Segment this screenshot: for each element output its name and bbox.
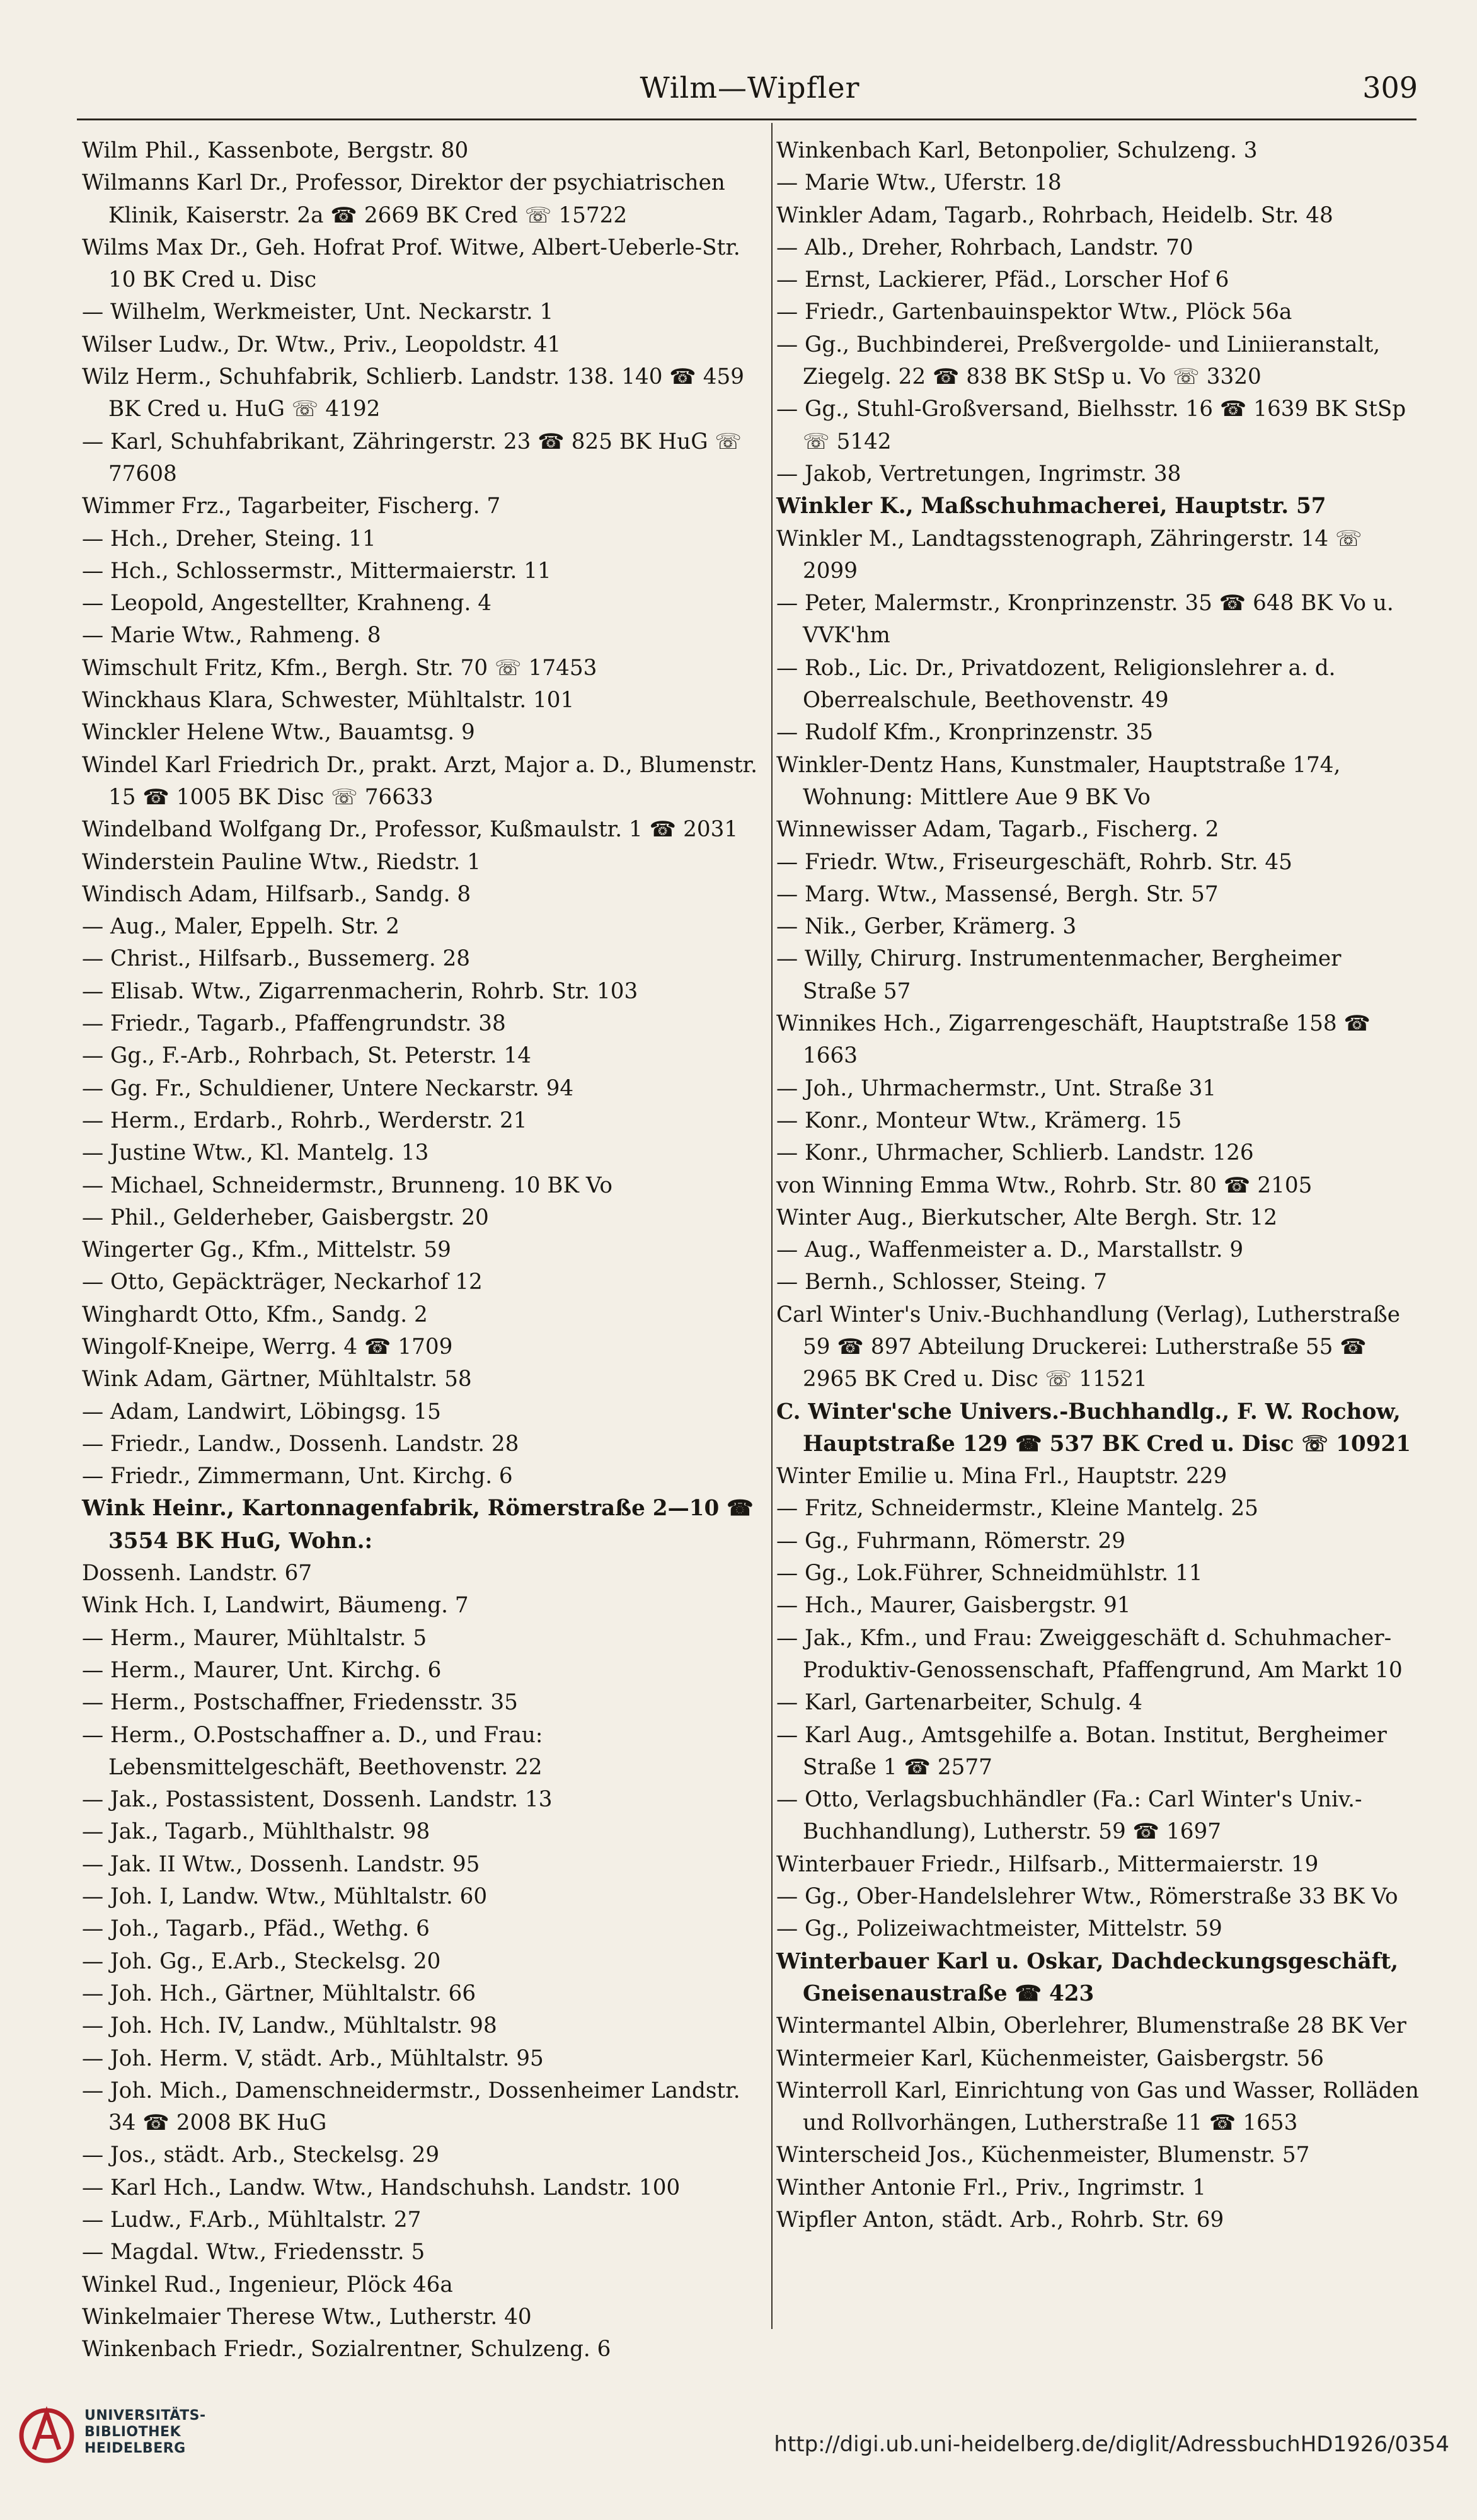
left-directory-entry: Winderstein Pauline Wtw., Riedstr. 1	[82, 849, 481, 875]
logo-line-2: BIBLIOTHEK	[84, 2424, 181, 2440]
library-seal-icon	[15, 2399, 78, 2475]
left-directory-entry: — Joh., Tagarb., Pfäd., Wethg. 6	[82, 1916, 430, 1942]
left-directory-entry: — Jak., Tagarb., Mühlthalstr. 98	[82, 1819, 430, 1845]
left-directory-entry: Winckhaus Klara, Schwester, Mühltalstr. 101	[82, 688, 575, 714]
library-name	[84, 2408, 206, 2457]
right-directory-entry: Winkenbach Karl, Betonpolier, Schulzeng. 3	[776, 138, 1258, 163]
left-directory-entry: — Ludw., F.Arb., Mühltalstr. 27	[82, 2207, 422, 2233]
left-directory-entry: Wink Hch. I, Landwirt, Bäumeng. 7	[82, 1593, 469, 1619]
page-number: 309	[1362, 71, 1418, 105]
footer	[0, 2389, 1477, 2520]
left-directory-entry: — Friedr., Landw., Dossenh. Landstr. 28	[82, 1431, 519, 1457]
left-directory-entry: — Joh. Hch., Gärtner, Mühltalstr. 66	[82, 1980, 476, 2006]
running-title: Wilm—Wipfler	[640, 71, 860, 105]
right-directory-entry: Winkler Adam, Tagarb., Rohrbach, Heidelb. Str. 48	[776, 202, 1333, 228]
left-directory-entry: — Adam, Landwirt, Löbingsg. 15	[82, 1399, 441, 1425]
left-directory-entry: Windel Karl Friedrich Dr., prakt. Arzt, Major a. D., Blumenstr. 15 ☎ 1005 BK Disc ☏ 76633	[82, 752, 757, 810]
right-directory-entry: — Gg., Buchbinderei, Preßvergolde- und Liniieranstalt, Ziegelg. 22 ☎ 838 BK StSp u. Vo ☏ 3320	[776, 332, 1381, 390]
right-directory-entry: — Aug., Waffenmeister a. D., Marstallstr. 9	[776, 1237, 1244, 1263]
left-directory-entry: Winckler Helene Wtw., Bauamtsg. 9	[82, 720, 475, 746]
right-directory-entry: — Hch., Maurer, Gaisbergstr. 91	[776, 1593, 1131, 1619]
left-directory-entry: Wimschult Fritz, Kfm., Bergh. Str. 70 ☏ 17453	[82, 655, 597, 681]
right-directory-entry: — Friedr., Gartenbauinspektor Wtw., Plöck 56a	[776, 299, 1292, 325]
source-url-link[interactable]: http://digi.ub.uni-heidelberg.de/diglit/AdressbuchHD1926/0354	[774, 2432, 1449, 2457]
left-directory-entry: Wingerter Gg., Kfm., Mittelstr. 59	[82, 1237, 451, 1263]
left-directory-entry: Winghardt Otto, Kfm., Sandg. 2	[82, 1302, 428, 1327]
left-directory-entry: Wimmer Frz., Tagarbeiter, Fischerg. 7	[82, 494, 501, 519]
left-directory-entry: — Friedr., Zimmermann, Unt. Kirchg. 6	[82, 1464, 513, 1489]
left-directory-entry: Winkenbach Friedr., Sozialrentner, Schulzeng. 6	[82, 2337, 611, 2362]
right-directory-entry: C. Winter'sche Univers.-Buchhandlg., F. W. Rochow, Hauptstraße 129 ☎ 537 BK Cred u. Disc ☏ 10921	[776, 1399, 1411, 1457]
right-directory-entry: Winterbauer Friedr., Hilfsarb., Mittermaierstr. 19	[776, 1851, 1319, 1877]
left-directory-entry: — Herm., Maurer, Unt. Kirchg. 6	[82, 1657, 442, 1683]
right-directory-entry: Winter Emilie u. Mina Frl., Hauptstr. 229	[776, 1464, 1227, 1489]
right-directory-entry: — Karl Aug., Amtsgehilfe a. Botan. Institut, Bergheimer Straße 1 ☎ 2577	[776, 1722, 1387, 1780]
right-directory-entry: — Marg. Wtw., Massensé, Bergh. Str. 57	[776, 881, 1219, 907]
left-directory-entry: — Karl, Schuhfabrikant, Zähringerstr. 23 ☎ 825 BK HuG ☏ 77608	[82, 429, 742, 487]
right-directory-entry: — Bernh., Schlosser, Steing. 7	[776, 1269, 1107, 1295]
right-directory-entry: Wintermantel Albin, Oberlehrer, Blumenstraße 28 BK Ver	[776, 2013, 1406, 2039]
left-directory-entry: Windelband Wolfgang Dr., Professor, Kußmaulstr. 1 ☎ 2031	[82, 817, 738, 843]
left-directory-entry: — Joh. Mich., Damenschneidermstr., Dossenheimer Landstr. 34 ☎ 2008 BK HuG	[82, 2078, 740, 2136]
column-divider	[771, 123, 773, 2329]
right-directory-entry: — Gg., Ober-Handelslehrer Wtw., Römerstraße 33 BK Vo	[776, 1884, 1398, 1910]
left-directory-entry: — Jak., Postassistent, Dossenh. Landstr. 13	[82, 1787, 553, 1813]
right-directory-entry: — Gg., Stuhl-Großversand, Bielhsstr. 16 ☎ 1639 BK StSp ☏ 5142	[776, 396, 1406, 454]
left-directory-entry: — Phil., Gelderheber, Gaisbergstr. 20	[82, 1205, 489, 1230]
right-directory-entry: — Ernst, Lackierer, Pfäd., Lorscher Hof 6	[776, 267, 1229, 293]
left-directory-entry: — Michael, Schneidermstr., Brunneng. 10 BK Vo	[82, 1172, 612, 1198]
right-directory-entry: — Rudolf Kfm., Kronprinzenstr. 35	[776, 720, 1153, 746]
left-directory-entry: — Gg., F.-Arb., Rohrbach, St. Peterstr. 14	[82, 1043, 532, 1069]
left-directory-entry: — Leopold, Angestellter, Krahneng. 4	[82, 591, 492, 616]
right-directory-entry: — Peter, Malermstr., Kronprinzenstr. 35 ☎ 648 BK Vo u. VVK'hm	[776, 591, 1394, 649]
right-directory-entry: — Friedr. Wtw., Friseurgeschäft, Rohrb. Str. 45	[776, 849, 1292, 875]
right-directory-entry: — Karl, Gartenarbeiter, Schulg. 4	[776, 1690, 1142, 1716]
right-directory-entry: von Winning Emma Wtw., Rohrb. Str. 80 ☎ 2105	[776, 1172, 1313, 1198]
left-directory-entry: — Joh. Gg., E.Arb., Steckelsg. 20	[82, 1948, 441, 1974]
left-directory-entry: — Joh. Hch. IV, Landw., Mühltalstr. 98	[82, 2013, 497, 2039]
left-directory-entry: — Joh. Herm. V, städt. Arb., Mühltalstr. 95	[82, 2045, 544, 2071]
left-directory-entry: — Wilhelm, Werkmeister, Unt. Neckarstr. 1	[82, 299, 554, 325]
header-rule	[77, 118, 1417, 120]
right-directory-entry: Winkler-Dentz Hans, Kunstmaler, Hauptstraße 174, Wohnung: Mittlere Aue 9 BK Vo	[776, 752, 1341, 810]
right-directory-entry: — Rob., Lic. Dr., Privatdozent, Religionslehrer a. d. Oberrealschule, Beethovenstr. 49	[776, 655, 1336, 714]
right-directory-entry: Winter Aug., Bierkutscher, Alte Bergh. Str. 12	[776, 1205, 1278, 1230]
right-directory-entry: — Gg., Fuhrmann, Römerstr. 29	[776, 1528, 1125, 1554]
left-directory-entry: Wingolf-Kneipe, Werrg. 4 ☎ 1709	[82, 1334, 453, 1360]
left-directory-entry: Wilz Herm., Schuhfabrik, Schlierb. Landstr. 138. 140 ☎ 459 BK Cred u. HuG ☏ 4192	[82, 364, 745, 422]
left-directory-entry: — Otto, Gepäckträger, Neckarhof 12	[82, 1269, 483, 1295]
left-directory-entry: — Justine Wtw., Kl. Mantelg. 13	[82, 1140, 429, 1166]
left-directory-entry: Winkelmaier Therese Wtw., Lutherstr. 40	[82, 2304, 532, 2330]
right-directory-entry: Winkler K., Maßschuhmacherei, Hauptstr. 57	[776, 494, 1326, 519]
right-directory-entry: — Marie Wtw., Uferstr. 18	[776, 170, 1062, 196]
right-directory-entry: Winnikes Hch., Zigarrengeschäft, Hauptstraße 158 ☎ 1663	[776, 1011, 1371, 1069]
left-directory-entry: Dossenh. Landstr. 67	[82, 1561, 313, 1587]
left-directory-entry: — Jos., städt. Arb., Steckelsg. 29	[82, 2142, 440, 2168]
page-header	[82, 66, 1418, 116]
right-directory-entry: Winnewisser Adam, Tagarb., Fischerg. 2	[776, 817, 1219, 843]
right-directory-entry: — Gg., Lok.Führer, Schneidmühlstr. 11	[776, 1561, 1203, 1587]
right-column	[776, 135, 1419, 2236]
right-directory-entry: — Willy, Chirurg. Instrumentenmacher, Bergheimer Straße 57	[776, 946, 1342, 1004]
right-directory-entry: Winkler M., Landtagsstenograph, Zähringerstr. 14 ☏ 2099	[776, 526, 1362, 584]
right-directory-entry: Winther Antonie Frl., Priv., Ingrimstr. 1	[776, 2175, 1206, 2200]
left-directory-entry: Wink Adam, Gärtner, Mühltalstr. 58	[82, 1367, 472, 1392]
left-directory-entry: — Elisab. Wtw., Zigarrenmacherin, Rohrb. Str. 103	[82, 978, 638, 1004]
library-logo[interactable]	[15, 2399, 204, 2487]
left-directory-entry: — Herm., Maurer, Mühltalstr. 5	[82, 1625, 427, 1651]
left-directory-entry: — Karl Hch., Landw. Wtw., Handschuhsh. Landstr. 100	[82, 2175, 681, 2200]
left-directory-entry: Windisch Adam, Hilfsarb., Sandg. 8	[82, 881, 471, 907]
right-directory-entry: Winterbauer Karl u. Oskar, Dachdeckungsgeschäft, Gneisenaustraße ☎ 423	[776, 1948, 1399, 2006]
right-directory-entry: — Nik., Gerber, Krämerg. 3	[776, 914, 1077, 940]
left-directory-entry: — Herm., Postschaffner, Friedensstr. 35	[82, 1690, 518, 1716]
right-directory-entry: Winterscheid Jos., Küchenmeister, Blumenstr. 57	[776, 2142, 1310, 2168]
left-directory-entry: — Gg. Fr., Schuldiener, Untere Neckarstr. 94	[82, 1075, 574, 1101]
left-directory-entry: Winkel Rud., Ingenieur, Plöck 46a	[82, 2272, 453, 2297]
right-directory-entry: Carl Winter's Univ.-Buchhandlung (Verlag), Lutherstraße 59 ☎ 897 Abteilung Druckerei: Lutherstraße 55 ☎ 2965 BK Cred u. Disc ☏ 11521	[776, 1302, 1400, 1392]
right-directory-entry: — Gg., Polizeiwachtmeister, Mittelstr. 59	[776, 1916, 1222, 1942]
left-directory-entry: — Hch., Schlossermstr., Mittermaierstr. 11	[82, 558, 551, 584]
left-directory-entry: — Magdal. Wtw., Friedensstr. 5	[82, 2240, 425, 2265]
right-directory-entry: — Konr., Uhrmacher, Schlierb. Landstr. 126	[776, 1140, 1254, 1166]
left-directory-entry: Wilm Phil., Kassenbote, Bergstr. 80	[82, 138, 469, 163]
logo-line-1: UNIVERSITÄTS-	[84, 2408, 206, 2424]
left-directory-entry: Wilmanns Karl Dr., Professor, Direktor der psychiatrischen Klinik, Kaiserstr. 2a ☎ 2669 BK Cred ☏ 15722	[82, 170, 725, 228]
left-directory-entry: — Hch., Dreher, Steing. 11	[82, 526, 376, 552]
left-directory-entry: — Christ., Hilfsarb., Bussemerg. 28	[82, 946, 471, 972]
left-directory-entry: — Jak. II Wtw., Dossenh. Landstr. 95	[82, 1851, 480, 1877]
right-directory-entry: — Jakob, Vertretungen, Ingrimstr. 38	[776, 461, 1181, 487]
right-directory-entry: — Fritz, Schneidermstr., Kleine Mantelg. 25	[776, 1496, 1258, 1522]
right-directory-entry: Wintermeier Karl, Küchenmeister, Gaisbergstr. 56	[776, 2045, 1325, 2071]
left-directory-entry: — Herm., O.Postschaffner a. D., und Frau: Lebensmittelgeschäft, Beethovenstr. 22	[82, 1722, 543, 1780]
left-directory-entry: — Herm., Erdarb., Rohrb., Werderstr. 21	[82, 1107, 527, 1133]
left-directory-entry: — Aug., Maler, Eppelh. Str. 2	[82, 914, 399, 940]
right-directory-entry: — Otto, Verlagsbuchhändler (Fa.: Carl Winter's Univ.-Buchhandlung), Lutherstr. 59 ☎ 1697	[776, 1787, 1362, 1845]
left-directory-entry: — Friedr., Tagarb., Pfaffengrundstr. 38	[82, 1011, 506, 1037]
logo-line-3: HEIDELBERG	[84, 2441, 186, 2456]
right-directory-entry: — Joh., Uhrmachermstr., Unt. Straße 31	[776, 1075, 1217, 1101]
left-directory-entry: Wilser Ludw., Dr. Wtw., Priv., Leopoldstr. 41	[82, 332, 561, 357]
right-directory-entry: Winterroll Karl, Einrichtung von Gas und Wasser, Rolläden und Rollvorhängen, Lutherstraße 11 ☎ 1653	[776, 2078, 1419, 2136]
left-directory-entry: — Marie Wtw., Rahmeng. 8	[82, 623, 381, 649]
right-directory-entry: Wipfler Anton, städt. Arb., Rohrb. Str. 69	[776, 2207, 1224, 2233]
left-directory-entry: — Joh. I, Landw. Wtw., Mühltalstr. 60	[82, 1884, 488, 1910]
right-directory-entry: — Jak., Kfm., und Frau: Zweiggeschäft d. Schuhmacher-Produktiv-Genossenschaft, Pfaffengrund, Am Markt 10	[776, 1625, 1403, 1683]
left-directory-entry: Wilms Max Dr., Geh. Hofrat Prof. Witwe, Albert-Ueberle-Str. 10 BK Cred u. Disc	[82, 234, 740, 293]
right-directory-entry: — Konr., Monteur Wtw., Krämerg. 15	[776, 1107, 1182, 1133]
left-directory-entry: Wink Heinr., Kartonnagenfabrik, Römerstraße 2—10 ☎ 3554 BK HuG, Wohn.:	[82, 1496, 754, 1554]
left-column	[82, 135, 769, 2366]
right-directory-entry: — Alb., Dreher, Rohrbach, Landstr. 70	[776, 234, 1193, 260]
